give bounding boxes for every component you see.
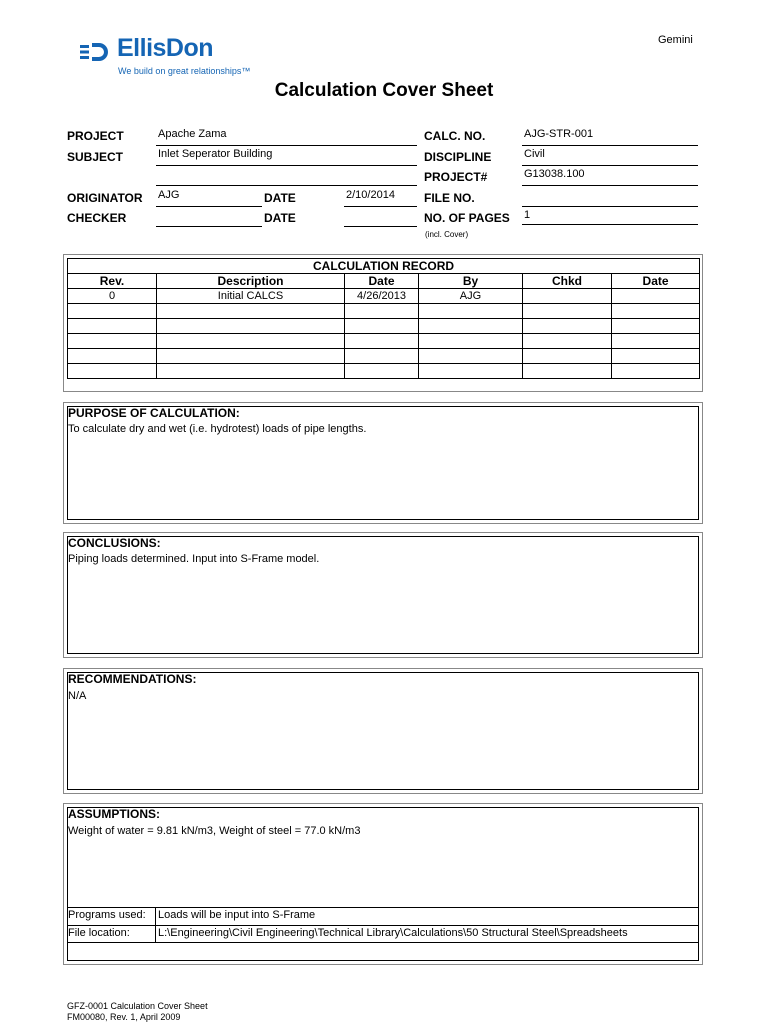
table-cell xyxy=(419,334,523,349)
calculation-record-table xyxy=(67,258,700,379)
table-row xyxy=(68,319,700,334)
project-underline xyxy=(156,145,417,146)
footer-form-name: GFZ-0001 Calculation Cover Sheet xyxy=(67,1001,208,1011)
project-number-value: G13038.100 xyxy=(524,168,585,180)
table-cell xyxy=(612,319,700,334)
pages-note: (incl. Cover) xyxy=(425,230,469,239)
conclusions-text: Piping loads determined. Input into S-Frame model. xyxy=(68,553,320,565)
table-cell xyxy=(523,319,612,334)
table-cell xyxy=(419,364,523,379)
table-cell xyxy=(612,304,700,319)
table-cell xyxy=(68,349,157,364)
table-row xyxy=(68,289,700,304)
table-cell xyxy=(345,334,419,349)
table-cell xyxy=(523,289,612,304)
file-location-bottom-divider xyxy=(67,942,699,943)
table-cell xyxy=(68,334,157,349)
table-cell xyxy=(419,319,523,334)
col-header-chkd-date: Date xyxy=(612,274,700,289)
footer-form-revision: FM00080, Rev. 1, April 2009 xyxy=(67,1012,181,1022)
project-number-label: PROJECT# xyxy=(424,170,488,184)
table-cell xyxy=(345,304,419,319)
assumptions-text: Weight of water = 9.81 kN/m3, Weight of steel = 77.0 kN/m3 xyxy=(68,825,361,837)
table-cell xyxy=(612,349,700,364)
file-location-label: File location: xyxy=(68,927,130,939)
originator-label: ORIGINATOR xyxy=(67,191,143,205)
project-value: Apache Zama xyxy=(158,128,227,140)
pages-underline xyxy=(522,224,698,225)
calc-no-underline xyxy=(522,145,698,146)
calc-no-label: CALC. NO. xyxy=(424,129,486,143)
table-cell xyxy=(345,319,419,334)
originator-value: AJG xyxy=(158,189,180,201)
discipline-value: Civil xyxy=(524,148,545,160)
table-cell xyxy=(523,304,612,319)
table-cell xyxy=(68,319,157,334)
table-cell xyxy=(345,349,419,364)
table-cell xyxy=(419,304,523,319)
table-cell xyxy=(157,304,345,319)
programs-value: Loads will be input into S-Frame xyxy=(158,909,316,921)
recommendations-text: N/A xyxy=(68,690,87,702)
table-cell xyxy=(612,334,700,349)
company-tagline: We build on great relationships™ xyxy=(118,66,251,76)
page-title: Calculation Cover Sheet xyxy=(274,80,494,101)
table-row xyxy=(68,304,700,319)
pages-label: NO. OF PAGES xyxy=(424,211,510,225)
table-cell xyxy=(523,364,612,379)
conclusions-heading: CONCLUSIONS: xyxy=(68,536,161,550)
purpose-heading: PURPOSE OF CALCULATION: xyxy=(68,406,240,420)
checker-label: CHECKER xyxy=(67,211,127,225)
col-header-chkd: Chkd xyxy=(523,274,612,289)
recommendations-box xyxy=(67,672,699,790)
purpose-text: To calculate dry and wet (i.e. hydrotest) loads of pipe lengths. xyxy=(68,423,367,435)
table-header-row xyxy=(68,274,700,289)
calc-no-value: AJG-STR-001 xyxy=(524,128,594,140)
pages-value: 1 xyxy=(524,209,531,221)
originator-underline xyxy=(156,206,262,207)
col-header-description: Description xyxy=(157,274,345,289)
table-cell xyxy=(523,334,612,349)
ellisdon-logo-mark-icon xyxy=(80,40,114,64)
discipline-underline xyxy=(522,165,698,166)
file-location-value: L:\Engineering\Civil Engineering\Technical Library\Calculations\50 Structural Steel\Spreadsheets xyxy=(158,927,628,939)
subject-value: Inlet Seperator Building xyxy=(158,148,273,160)
table-cell: Initial CALCS xyxy=(157,289,345,304)
calculation-record-title: CALCULATION RECORD xyxy=(68,259,700,274)
discipline-label: DISCIPLINE xyxy=(424,150,492,164)
table-cell xyxy=(345,364,419,379)
checker-date-underline xyxy=(344,226,417,227)
table-cell xyxy=(157,364,345,379)
table-cell xyxy=(157,349,345,364)
table-cell xyxy=(157,334,345,349)
table-cell xyxy=(68,364,157,379)
corner-note: Gemini xyxy=(658,34,693,46)
table-cell: 4/26/2013 xyxy=(345,289,419,304)
table-cell xyxy=(612,364,700,379)
company-name: EllisDon xyxy=(117,34,214,62)
col-header-by: By xyxy=(419,274,523,289)
subject-underline-2 xyxy=(156,185,417,186)
date-label: DATE xyxy=(264,191,296,205)
programs-label: Programs used: xyxy=(68,909,146,921)
table-cell xyxy=(419,349,523,364)
table-cell xyxy=(157,319,345,334)
table-cell xyxy=(68,304,157,319)
project-number-underline xyxy=(522,185,698,186)
table-row xyxy=(68,334,700,349)
assumptions-heading: ASSUMPTIONS: xyxy=(68,807,161,821)
table-cell xyxy=(523,349,612,364)
file-no-underline xyxy=(522,206,698,207)
file-location-divider xyxy=(67,925,699,926)
checker-date-label: DATE xyxy=(264,211,296,225)
table-cell: 0 xyxy=(68,289,157,304)
table-cell: AJG xyxy=(419,289,523,304)
subject-label: SUBJECT xyxy=(67,150,124,164)
project-label: PROJECT xyxy=(67,129,124,143)
col-header-date: Date xyxy=(345,274,419,289)
date-value: 2/10/2014 xyxy=(346,189,395,201)
programs-divider xyxy=(67,907,699,908)
table-cell xyxy=(612,289,700,304)
col-header-rev: Rev. xyxy=(68,274,157,289)
file-no-label: FILE NO. xyxy=(424,191,475,205)
table-row xyxy=(68,349,700,364)
recommendations-heading: RECOMMENDATIONS: xyxy=(68,672,197,686)
checker-underline xyxy=(156,226,262,227)
subject-underline xyxy=(156,165,417,166)
table-row xyxy=(68,364,700,379)
date-underline xyxy=(344,206,417,207)
